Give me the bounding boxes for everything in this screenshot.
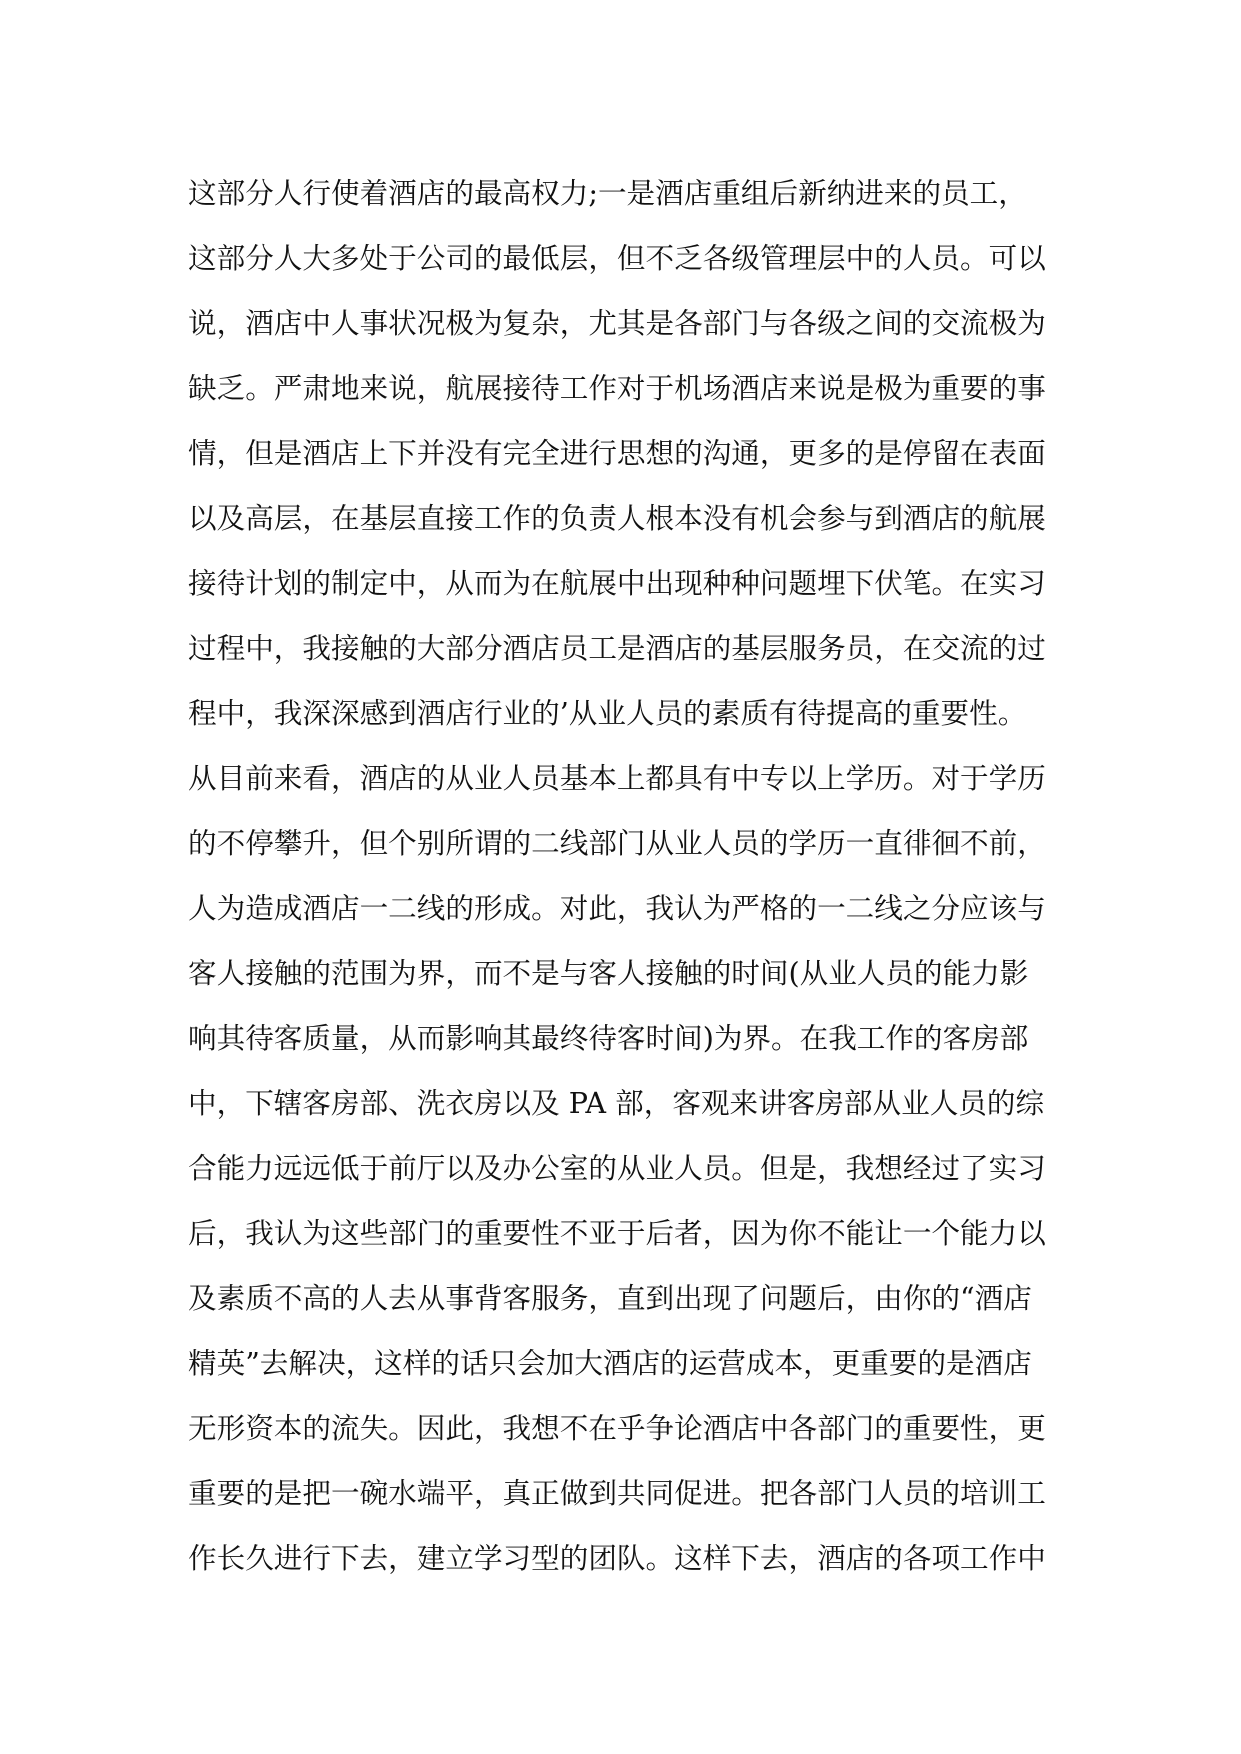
text-line: 这部分人行使着酒店的最高权力;一是酒店重组后新纳进来的员工， <box>188 176 1027 210</box>
text-line: 及素质不高的人去从事背客服务，直到出现了问题后，由你的“酒店 <box>188 1281 1032 1315</box>
text-line: 接待计划的制定中，从而为在航展中出现种种问题埋下伏笔。在实习 <box>188 566 1046 600</box>
text-line: 重要的是把一碗水端平，真正做到共同促进。把各部门人员的培训工 <box>188 1476 1046 1510</box>
text-line: 以及高层，在基层直接工作的负责人根本没有机会参与到酒店的航展 <box>188 501 1046 535</box>
text-line: 无形资本的流失。因此，我想不在乎争论酒店中各部门的重要性，更 <box>188 1411 1046 1445</box>
text-line: 合能力远远低于前厅以及办公室的从业人员。但是，我想经过了实习 <box>188 1151 1046 1185</box>
text-line: 从目前来看，酒店的从业人员基本上都具有中专以上学历。对于学历 <box>188 761 1046 795</box>
text-line: 的不停攀升，但个别所谓的二线部门从业人员的学历一直徘徊不前， <box>188 826 1046 860</box>
text-line: 作长久进行下去，建立学习型的团队。这样下去，酒店的各项工作中 <box>188 1541 1046 1575</box>
text-line: 人为造成酒店一二线的形成。对此，我认为严格的一二线之分应该与 <box>188 891 1046 925</box>
body-text <box>188 161 1068 1591</box>
text-line: 中，下辖客房部、洗衣房以及 PA 部，客观来讲客房部从业人员的综 <box>188 1086 1045 1120</box>
text-line: 过程中，我接触的大部分酒店员工是酒店的基层服务员，在交流的过 <box>188 631 1046 665</box>
text-line: 程中，我深深感到酒店行业的’从业人员的素质有待提高的重要性。 <box>188 696 1027 730</box>
text-line: 情，但是酒店上下并没有完全进行思想的沟通，更多的是停留在表面 <box>188 436 1046 470</box>
text-line: 这部分人大多处于公司的最低层，但不乏各级管理层中的人员。可以 <box>188 241 1046 275</box>
text-line: 说，酒店中人事状况极为复杂，尤其是各部门与各级之间的交流极为 <box>188 306 1046 340</box>
text-line: 精英”去解决，这样的话只会加大酒店的运营成本，更重要的是酒店 <box>188 1346 1032 1380</box>
text-line: 客人接触的范围为界，而不是与客人接触的时间(从业人员的能力影 <box>188 956 1029 990</box>
text-line: 后，我认为这些部门的重要性不亚于后者，因为你不能让一个能力以 <box>188 1216 1046 1250</box>
text-line: 响其待客质量，从而影响其最终待客时间)为界。在我工作的客房部 <box>188 1021 1029 1055</box>
text-line: 缺乏。严肃地来说，航展接待工作对于机场酒店来说是极为重要的事 <box>188 371 1046 405</box>
